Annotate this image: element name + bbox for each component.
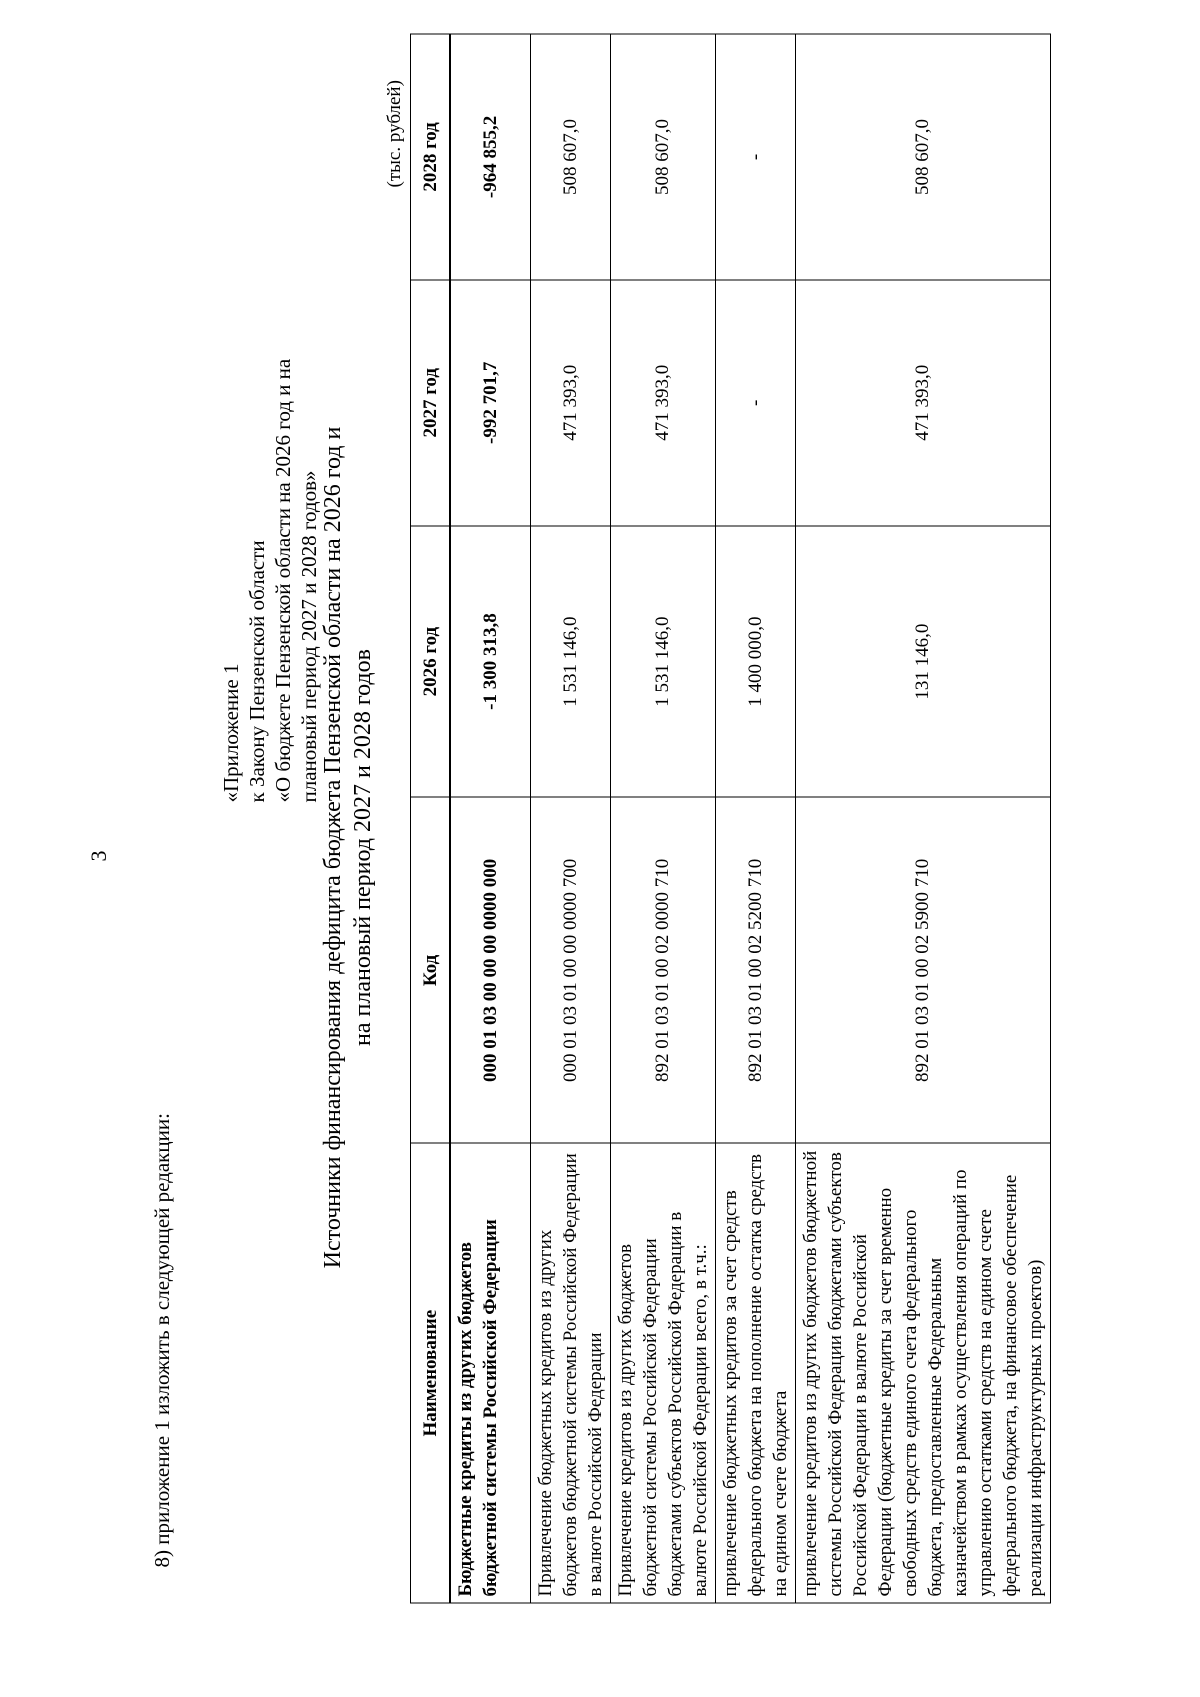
row-name: привлечение бюджетных кредитов за счет средств федерального бюджета на пополнение остатка средств на едином счете бюджета — [715, 1143, 795, 1603]
units-label: (тыс. рублей) — [384, 79, 405, 187]
row-name: Привлечение кредитов из других бюджетов бюджетной системы Российской Федерации бюджетами субъектов Российской Федерации в валюте Российской Федерации всего, в т.ч.: — [610, 1143, 715, 1603]
header-2028: 2028 год — [411, 34, 451, 280]
row-2028: - — [715, 34, 795, 280]
title-line-1: Источники финансирования дефицита бюджета Пензенской области на 2026 год и — [320, 426, 346, 1268]
row-2027: 471 393,0 — [610, 279, 715, 525]
appendix-line: плановый период 2027 и 2028 годов» — [297, 470, 321, 802]
row-2028: 508 607,0 — [610, 34, 715, 280]
appendix-line: к Закону Пензенской области — [245, 539, 269, 802]
row-2026: -1 300 313,8 — [450, 525, 530, 797]
row-2027: - — [715, 279, 795, 525]
row-code: 000 01 03 01 00 00 0000 700 — [530, 797, 610, 1143]
row-code: 892 01 03 01 00 02 0000 710 — [610, 797, 715, 1143]
row-code: 892 01 03 01 00 02 5900 710 — [795, 797, 1050, 1143]
table-row — [610, 34, 715, 1603]
appendix-line: «О бюджете Пензенской области на 2026 год и на — [271, 358, 295, 802]
header-code: Код — [411, 797, 451, 1143]
header-2026: 2026 год — [411, 525, 451, 797]
row-2026: 1 531 146,0 — [610, 525, 715, 797]
financing-sources-table — [410, 33, 1051, 1603]
row-name: привлечение кредитов из других бюджетов бюджетной системы Российской Федерации бюджетами субъектов Российской Федерации в валюте Российской Федерации (бюджетные кредиты за счет временно свободных средств единого счета федерального бюджета, предоставленные Федеральным казначейством в рамках осуществления операций по управлению остатками средств на едином счете федерального бюджета, на финансовое обеспечение реализации инфраструктурных проектов) — [795, 1143, 1050, 1603]
row-2026: 1 400 000,0 — [715, 525, 795, 797]
table-row — [530, 34, 610, 1603]
row-2028: 508 607,0 — [795, 34, 1050, 280]
row-2028: -964 855,2 — [450, 34, 530, 280]
row-name: Бюджетные кредиты из других бюджетов бюджетной системы Российской Федерации — [450, 1143, 530, 1603]
table-row — [715, 34, 795, 1603]
appendix-line: «Приложение 1 — [219, 663, 243, 802]
intro-paragraph: 8) приложение 1 изложить в следующей редакции: — [150, 1112, 174, 1567]
row-2027: 471 393,0 — [530, 279, 610, 525]
table-row — [450, 34, 530, 1603]
row-2027: 471 393,0 — [795, 279, 1050, 525]
row-2027: -992 701,7 — [450, 279, 530, 525]
row-2026: 1 531 146,0 — [530, 525, 610, 797]
title-line-2: на плановый период 2027 и 2028 годов — [350, 648, 376, 1046]
row-name: Привлечение бюджетных кредитов из других бюджетов бюджетной системы Российской Федерации в валюте Российской Федерации — [530, 1143, 610, 1603]
row-code: 892 01 03 01 00 02 5200 710 — [715, 797, 795, 1143]
table-header-row — [411, 34, 451, 1603]
appendix-header — [218, 358, 322, 802]
document-title — [318, 262, 378, 1432]
header-2027: 2027 год — [411, 279, 451, 525]
row-2028: 508 607,0 — [530, 34, 610, 280]
row-code: 000 01 03 00 00 00 0000 000 — [450, 797, 530, 1143]
page-number: 3 — [86, 850, 111, 861]
table-row — [795, 34, 1050, 1603]
row-2026: 131 146,0 — [795, 525, 1050, 797]
header-name: Наименование — [411, 1143, 451, 1603]
